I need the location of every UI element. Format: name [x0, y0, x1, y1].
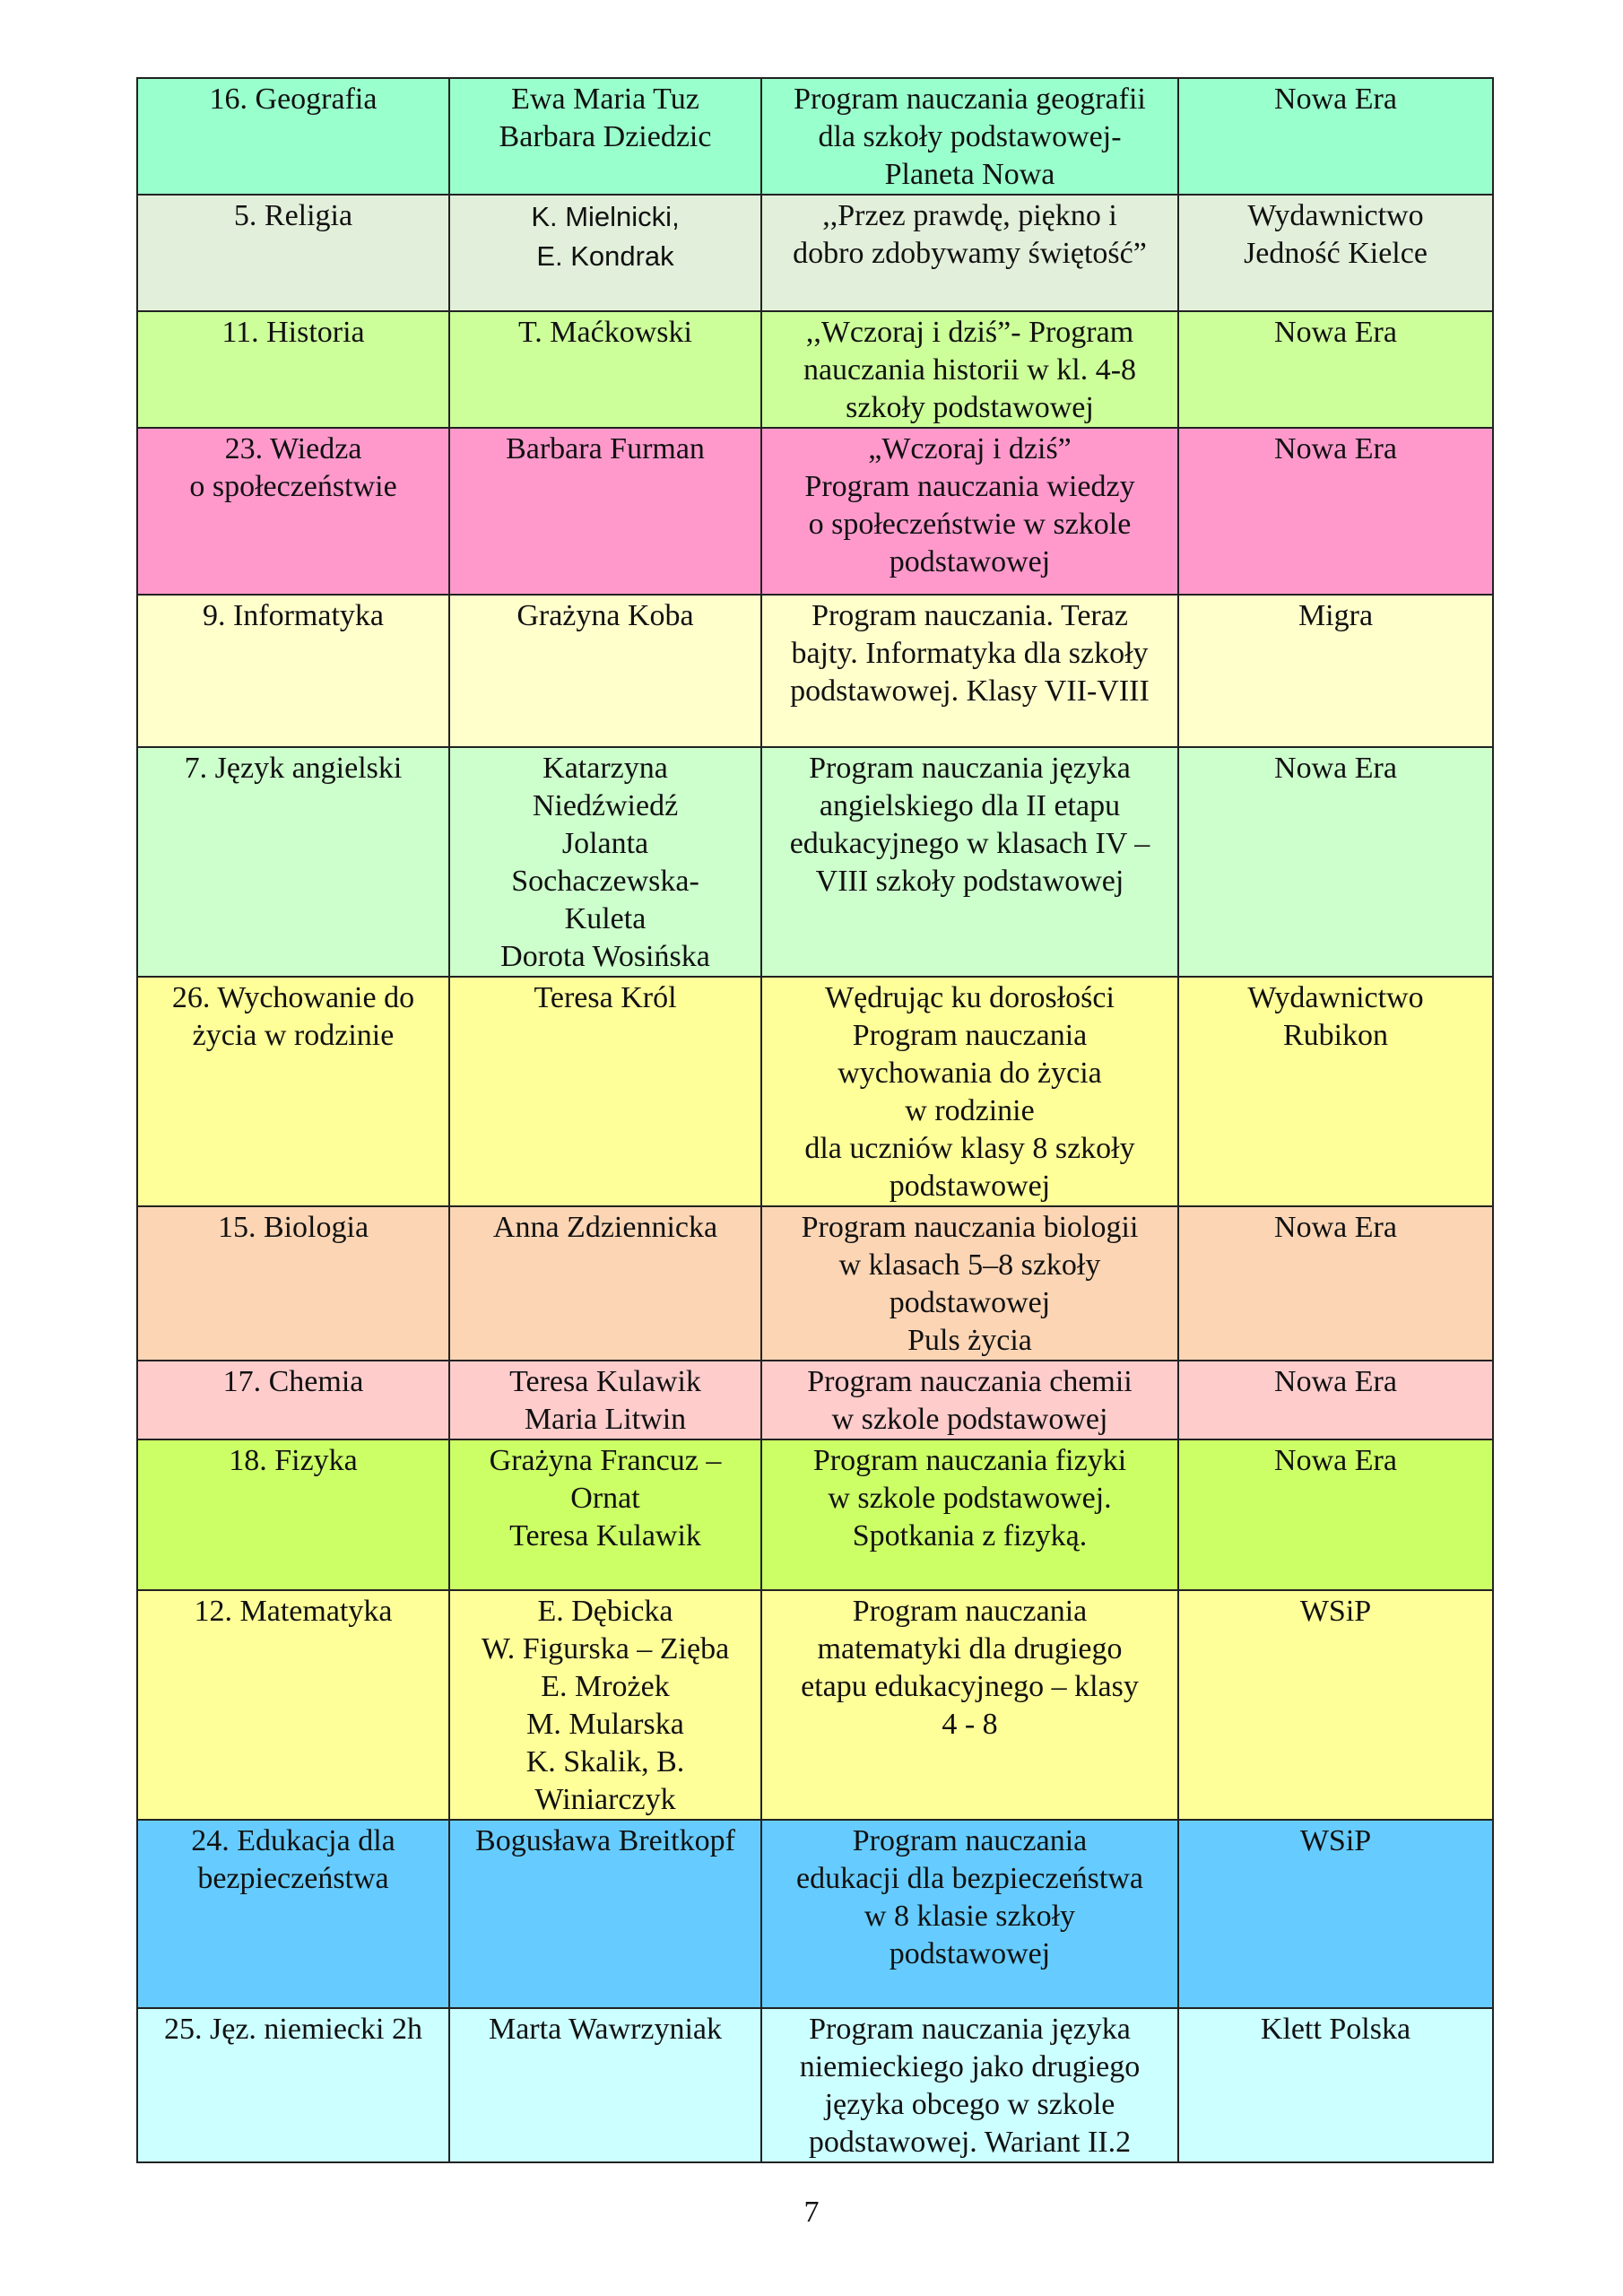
author-cell: Teresa Król [449, 977, 761, 1206]
program-cell: Program nauczania chemii w szkole podstawowej [761, 1361, 1178, 1439]
table-row [137, 1361, 1493, 1439]
program-cell: „Wczoraj i dziś” Program nauczania wiedzy o społeczeństwie w szkole podstawowej [761, 428, 1178, 595]
publisher-cell: WSiP [1178, 1820, 1493, 2008]
subject-cell: 9. Informatyka [137, 595, 449, 747]
author-cell: Katarzyna Niedźwiedź Jolanta Sochaczewska- Kuleta Dorota Wosińska [449, 747, 761, 977]
subject-cell: 17. Chemia [137, 1361, 449, 1439]
author-cell: K. Mielnicki, E. Kondrak [449, 195, 761, 311]
table-row [137, 747, 1493, 977]
author-cell: T. Maćkowski [449, 311, 761, 428]
curriculum-table [136, 77, 1494, 2163]
publisher-cell: Nowa Era [1178, 311, 1493, 428]
subject-cell: 16. Geografia [137, 78, 449, 195]
author-cell: Grażyna Koba [449, 595, 761, 747]
subject-cell: 5. Religia [137, 195, 449, 311]
subject-cell: 12. Matematyka [137, 1590, 449, 1820]
publisher-cell: WSiP [1178, 1590, 1493, 1820]
publisher-cell: Nowa Era [1178, 78, 1493, 195]
program-cell: ,,Przez prawdę, piękno i dobro zdobywamy świętość” [761, 195, 1178, 311]
table-row [137, 977, 1493, 1206]
subject-cell: 15. Biologia [137, 1206, 449, 1361]
subject-cell: 25. Jęz. niemiecki 2h [137, 2008, 449, 2162]
author-cell: Barbara Furman [449, 428, 761, 595]
publisher-cell: Wydawnictwo Rubikon [1178, 977, 1493, 1206]
author-cell: Anna Zdziennicka [449, 1206, 761, 1361]
subject-cell: 11. Historia [137, 311, 449, 428]
program-cell: Program nauczania biologii w klasach 5–8 szkoły podstawowej Puls życia [761, 1206, 1178, 1361]
publisher-cell: Wydawnictwo Jedność Kielce [1178, 195, 1493, 311]
program-cell: ,,Wczoraj i dziś”- Program nauczania historii w kl. 4-8 szkoły podstawowej [761, 311, 1178, 428]
program-cell: Program nauczania fizyki w szkole podstawowej. Spotkania z fizyką. [761, 1439, 1178, 1590]
table-row [137, 1820, 1493, 2008]
publisher-cell: Nowa Era [1178, 428, 1493, 595]
table-row [137, 195, 1493, 311]
table-row [137, 311, 1493, 428]
publisher-cell: Klett Polska [1178, 2008, 1493, 2162]
publisher-cell: Nowa Era [1178, 1361, 1493, 1439]
author-cell: Grażyna Francuz – Ornat Teresa Kulawik [449, 1439, 761, 1590]
author-cell: Teresa Kulawik Maria Litwin [449, 1361, 761, 1439]
program-cell: Program nauczania języka angielskiego dla II etapu edukacyjnego w klasach IV – VIII szkoły podstawowej [761, 747, 1178, 977]
page-number: 7 [803, 2196, 820, 2229]
subject-cell: 26. Wychowanie do życia w rodzinie [137, 977, 449, 1206]
subject-cell: 24. Edukacja dla bezpieczeństwa [137, 1820, 449, 2008]
author-cell: Ewa Maria Tuz Barbara Dziedzic [449, 78, 761, 195]
publisher-cell: Nowa Era [1178, 1206, 1493, 1361]
program-cell: Program nauczania. Teraz bajty. Informatyka dla szkoły podstawowej. Klasy VII-VIII [761, 595, 1178, 747]
table-row [137, 595, 1493, 747]
program-cell: Program nauczania matematyki dla drugiego etapu edukacyjnego – klasy 4 - 8 [761, 1590, 1178, 1820]
author-cell: Bogusława Breitkopf [449, 1820, 761, 2008]
subject-cell: 7. Język angielski [137, 747, 449, 977]
program-cell: Program nauczania języka niemieckiego jako drugiego języka obcego w szkole podstawowej. Wariant II.2 [761, 2008, 1178, 2162]
table-row [137, 1206, 1493, 1361]
table-row [137, 1590, 1493, 1820]
table-row [137, 78, 1493, 195]
program-cell: Program nauczania edukacji dla bezpieczeństwa w 8 klasie szkoły podstawowej [761, 1820, 1178, 2008]
publisher-cell: Nowa Era [1178, 1439, 1493, 1590]
subject-cell: 18. Fizyka [137, 1439, 449, 1590]
publisher-cell: Nowa Era [1178, 747, 1493, 977]
subject-cell: 23. Wiedza o społeczeństwie [137, 428, 449, 595]
program-cell: Program nauczania geografii dla szkoły podstawowej- Planeta Nowa [761, 78, 1178, 195]
table-row [137, 2008, 1493, 2162]
author-cell: Marta Wawrzyniak [449, 2008, 761, 2162]
publisher-cell: Migra [1178, 595, 1493, 747]
table-row [137, 428, 1493, 595]
table-row [137, 1439, 1493, 1590]
program-cell: Wędrując ku dorosłości Program nauczania wychowania do życia w rodzinie dla uczniów klasy 8 szkoły podstawowej [761, 977, 1178, 1206]
author-cell: E. Dębicka W. Figurska – Zięba E. Mrożek M. Mularska K. Skalik, B. Winiarczyk [449, 1590, 761, 1820]
